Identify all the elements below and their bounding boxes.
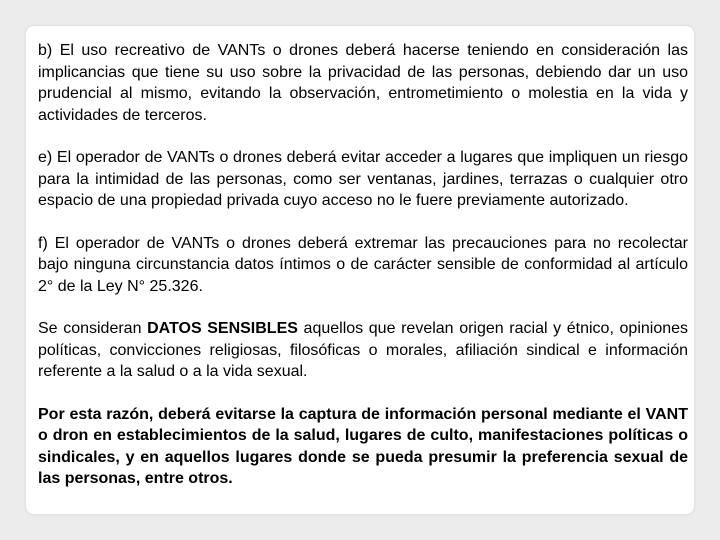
datos-sensibles-definition: aquellos que revelan origen racial y étnico, opiniones políticas, convicciones religiosas, filosóficas o morales, afiliación sindical e información referente a la salud o a la vida sexual. [38, 320, 689, 380]
text-body [38, 40, 688, 490]
paragraph-e: e) El operador de VANTs o drones deberá evitar acceder a lugares que impliquen un riesgo para la intimidad de las personas, como ser ventanas, jardines, terrazas o cualquier otro espacio de una propiedad privada cuyo acceso no le fuere previamente autorizado. [38, 149, 688, 209]
paragraph-b: b) El uso recreativo de VANTs o drones deberá hacerse teniendo en consideración las implicancias que tiene su uso sobre la privacidad de las personas, debiendo dar un uso prudencial al mismo, evitando la observación, entrometimiento o molestia en la vida y actividades de terceros. [38, 42, 688, 124]
paragraph-f: f) El operador de VANTs o drones deberá extremar las precauciones para no recolectar bajo ninguna circunstancia datos íntimos o de carácter sensible de conformidad al artículo 2° de la Ley N° 25.326. [38, 234, 688, 295]
datos-sensibles-prefix: Se consideran [38, 320, 148, 337]
datos-sensibles-term: DATOS SENSIBLES [147, 320, 298, 337]
paragraph-conclusion: Por esta razón, deberá evitarse la captura de información personal mediante el VANT o dron en establecimientos de la salud, lugares de culto, manifestaciones políticas o sindicales, y en aquellos lugares donde se pueda presumir la preferencia sexual de las personas, entre otros. [38, 405, 688, 487]
paragraph-datos-sensibles [38, 318, 688, 383]
